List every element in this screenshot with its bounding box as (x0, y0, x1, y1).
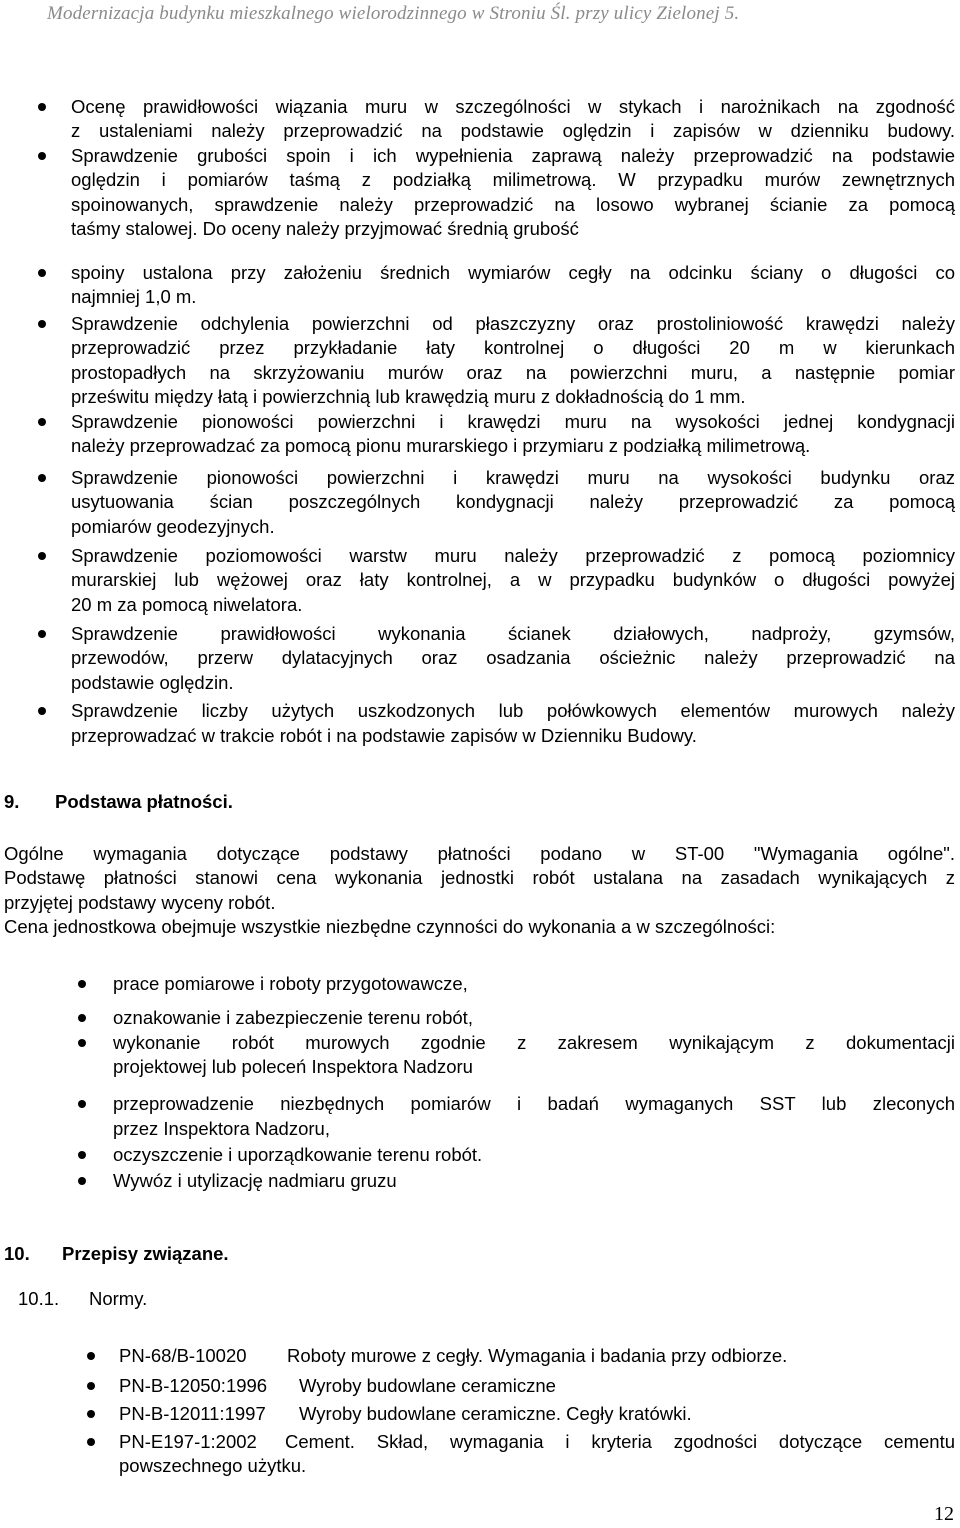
bullet-icon (78, 1177, 86, 1185)
page-number: 12 (934, 1503, 954, 1525)
bullet-icon (38, 320, 46, 328)
list-item: przeprowadzenie niezbędnych pomiarów i badań wymaganych SST lub zleconych (113, 1093, 955, 1114)
subsection-title: Normy. (89, 1288, 148, 1309)
bullet-icon (38, 630, 46, 638)
section-10-number: 10. (4, 1243, 30, 1264)
norm-title: Cement. Skład, wymagania i kryteria zgodności dotyczące cementu (285, 1431, 955, 1452)
bullet-icon (38, 418, 46, 426)
check-line: oględzin i pomiarów taśmą z podziałką milimetrową. W przypadku murów zewnętrznych (71, 169, 955, 190)
bullet-icon (87, 1410, 95, 1418)
check-line: przeprowadzać w trakcie robót i na podstawie zapisów w Dzienniku Budowy. (71, 725, 697, 746)
norm-code: PN-68/B-10020 (119, 1345, 247, 1366)
norm-code: PN-E197-1:2002 (119, 1431, 257, 1452)
check-line: prostopadłych na skrzyżowaniu murów oraz na powierzchni muru, a następnie pomiar (71, 362, 955, 383)
bullet-icon (78, 1039, 86, 1047)
section-9-title: Podstawa płatności. (55, 791, 233, 812)
bullet-icon (38, 474, 46, 482)
check-line: Sprawdzenie odchylenia powierzchni od płaszczyzny oraz prostoliniowość krawędzi należy (71, 313, 955, 334)
check-line: murarskiej lub wężowej oraz łaty kontrolnej, a w przypadku budynków o długości powyżej (71, 569, 955, 590)
list-item: prace pomiarowe i roboty przygotowawcze, (113, 973, 468, 994)
section-9-number: 9. (4, 791, 20, 812)
norm-code: PN-B-12011:1997 (119, 1403, 266, 1424)
bullet-icon (78, 980, 86, 988)
bullet-icon (78, 1151, 86, 1159)
check-line: 20 m za pomocą niwelatora. (71, 594, 303, 615)
paragraph-line: Ogólne wymagania dotyczące podstawy płatności podano w ST-00 "Wymagania ogólne". (4, 843, 955, 864)
norm-title: Wyroby budowlane ceramiczne (299, 1375, 556, 1396)
check-line: z ustaleniami należy przeprowadzić na podstawie oględzin i zapisów w dzienniku budowy. (71, 120, 955, 141)
norm-title: powszechnego użytku. (119, 1455, 307, 1476)
list-item: wykonanie robót murowych zgodnie z zakresem wynikającym z dokumentacji (113, 1032, 955, 1053)
bullet-icon (87, 1438, 95, 1446)
check-line: przeprowadzić przez przykładanie łaty kontrolnej o długości 20 m w kierunkach (71, 337, 955, 358)
section-10-title: Przepisy związane. (62, 1243, 229, 1264)
list-item: oczyszczenie i uporządkowanie terenu robót. (113, 1144, 483, 1165)
bullet-icon (38, 552, 46, 560)
check-line: podstawie oględzin. (71, 672, 234, 693)
norm-title: Wyroby budowlane ceramiczne. Cegły kratówki. (299, 1403, 692, 1424)
check-line: Sprawdzenie liczby użytych uszkodzonych lub połówkowych elementów murowych należy (71, 700, 955, 721)
page-header: Modernizacja budynku mieszkalnego wielorodzinnego w Stroniu Śl. przy ulicy Zielonej 5. (47, 3, 740, 24)
list-item: Wywóz i utylizację nadmiaru gruzu (113, 1170, 397, 1191)
check-line: spoinowanych, sprawdzenie należy przeprowadzić na losowo wybranej ścianie za pomocą (71, 194, 955, 215)
check-line: spoiny ustalona przy założeniu średnich wymiarów cegły na odcinku ściany o długości co (71, 262, 955, 283)
bullet-icon (38, 269, 46, 277)
bullet-icon (38, 103, 46, 111)
check-line: pomiarów geodezyjnych. (71, 516, 275, 537)
check-line: Sprawdzenie prawidłowości wykonania ścianek działowych, nadproży, gzymsów, (71, 623, 955, 644)
check-line: Sprawdzenie grubości spoin i ich wypełnienia zaprawą należy przeprowadzić na podstawie (71, 145, 955, 166)
bullet-icon (87, 1352, 95, 1360)
check-line: przewodów, przerw dylatacyjnych oraz osadzania ościeżnic należy przeprowadzić na (71, 647, 955, 668)
bullet-icon (78, 1014, 86, 1022)
check-line: Ocenę prawidłowości wiązania muru w szczególności w stykach i narożnikach na zgodność (71, 96, 955, 117)
check-line: najmniej 1,0 m. (71, 286, 197, 307)
paragraph-line: Cena jednostkowa obejmuje wszystkie niezbędne czynności do wykonania a w szczególności: (4, 916, 776, 937)
list-item: oznakowanie i zabezpieczenie terenu robót, (113, 1007, 473, 1028)
check-line: Sprawdzenie poziomowości warstw muru należy przeprowadzić z pomocą poziomnicy (71, 545, 955, 566)
bullet-icon (38, 152, 46, 160)
paragraph-line: przyjętej podstawy wyceny robót. (4, 892, 276, 913)
norm-title: Roboty murowe z cegły. Wymagania i badania przy odbiorze. (287, 1345, 788, 1366)
check-line: Sprawdzenie pionowości powierzchni i krawędzi muru na wysokości jednej kondygnacji (71, 411, 955, 432)
check-line: taśmy stalowej. Do oceny należy przyjmować średnią grubość (71, 218, 579, 239)
check-line: prześwitu między łatą i powierzchnią lub krawędzią muru z dokładnością do 1 mm. (71, 386, 746, 407)
list-item: przez Inspektora Nadzoru, (113, 1118, 330, 1139)
subsection-number: 10.1. (18, 1288, 60, 1309)
norm-code: PN-B-12050:1996 (119, 1375, 268, 1396)
bullet-icon (38, 707, 46, 715)
check-line: należy przeprowadzać za pomocą pionu murarskiego i przymiaru z podziałką milimetrową. (71, 435, 811, 456)
check-line: Sprawdzenie pionowości powierzchni i krawędzi muru na wysokości budynku oraz (71, 467, 955, 488)
bullet-icon (78, 1100, 86, 1108)
check-line: usytuowania ścian poszczególnych kondygnacji należy przeprowadzić za pomocą (71, 491, 955, 512)
paragraph-line: Podstawę płatności stanowi cena wykonania jednostki robót ustalana na zasadach wynikających z (4, 867, 955, 888)
bullet-icon (87, 1382, 95, 1390)
list-item: projektowej lub poleceń Inspektora Nadzoru (113, 1056, 473, 1077)
